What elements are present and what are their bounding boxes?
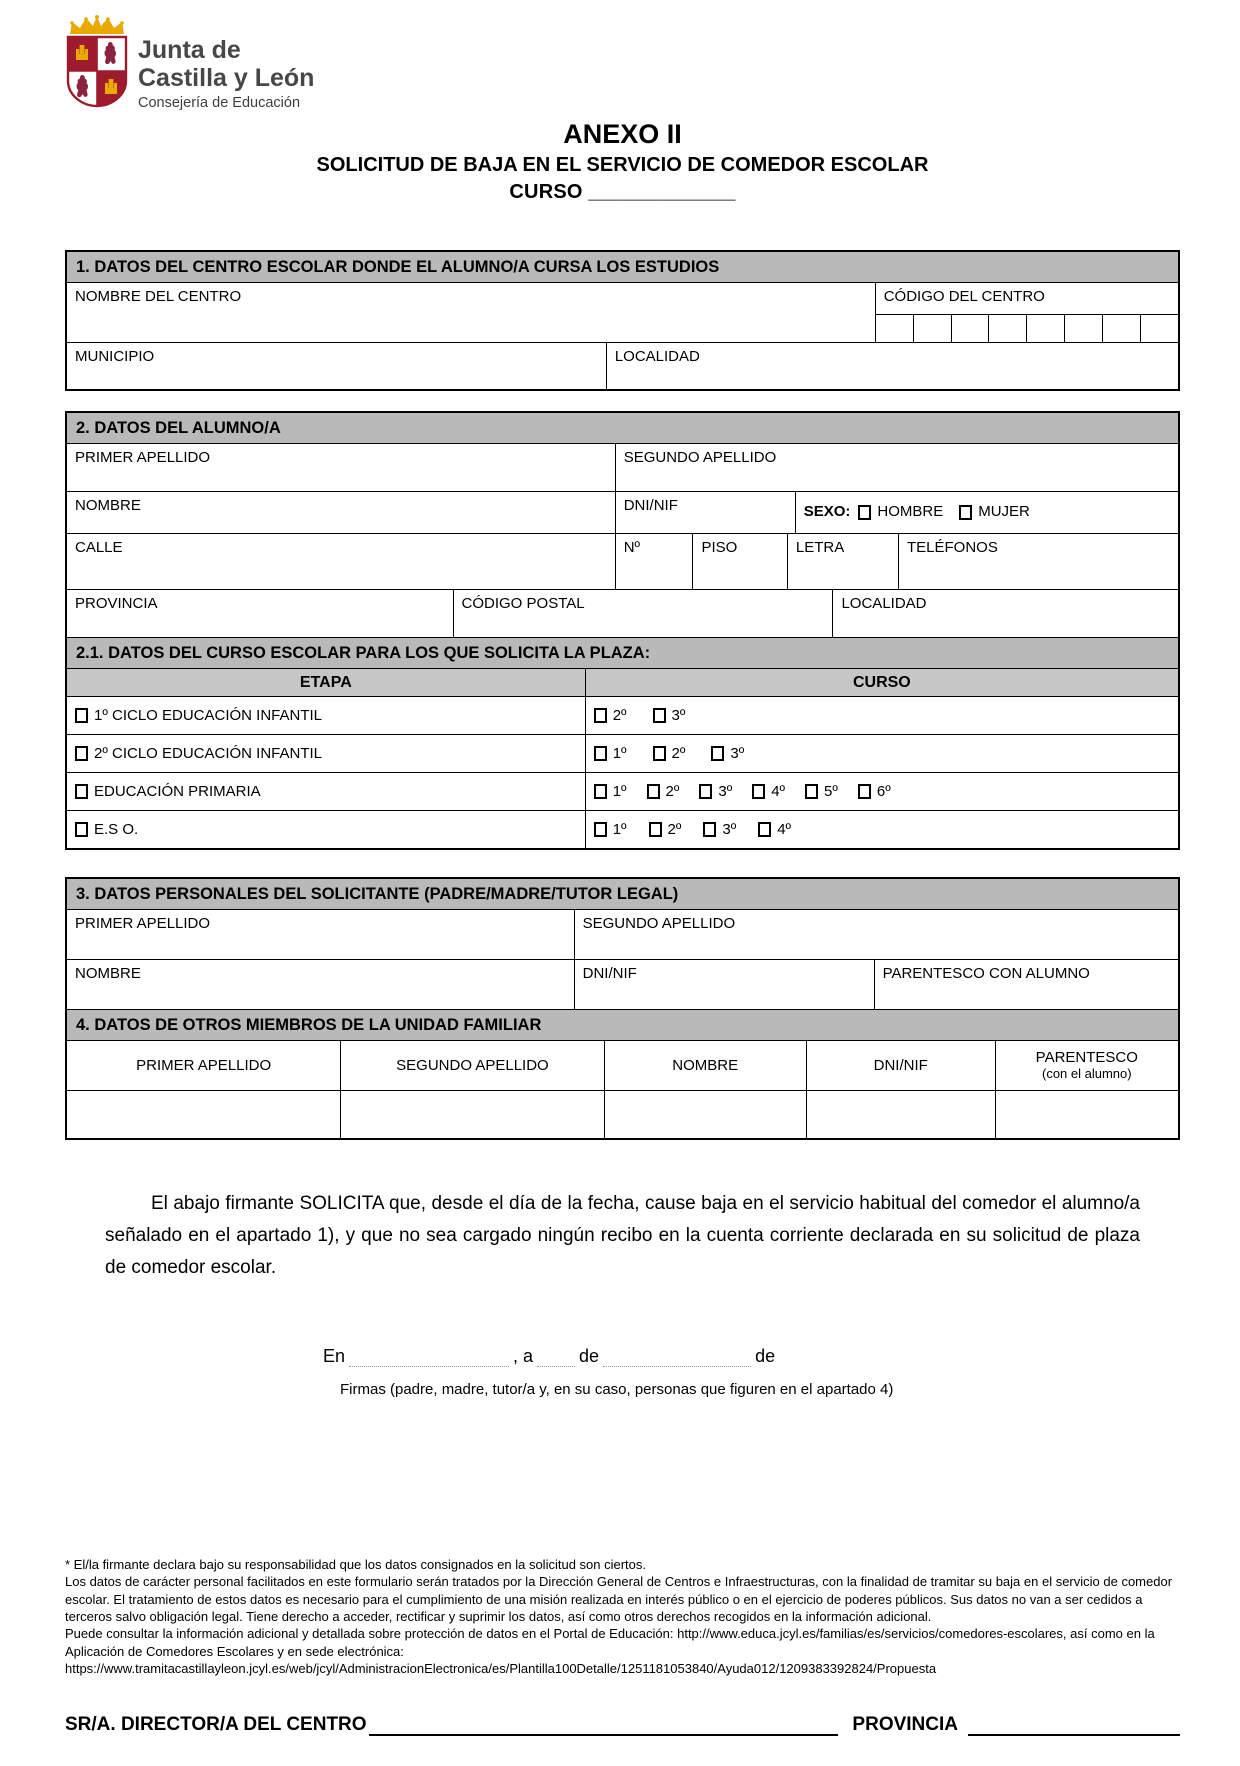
label-parentesco: PARENTESCO CON ALUMNO (882, 965, 1090, 983)
provincia-blank[interactable] (968, 1714, 1180, 1736)
curso-options-cell (585, 697, 1178, 734)
label-hombre: HOMBRE (877, 503, 944, 521)
curso-label: 2º (667, 820, 682, 838)
date-en-label: En (323, 1345, 346, 1366)
codigo-centro-box[interactable] (951, 315, 989, 342)
label-nombre: NOMBRE (75, 965, 141, 983)
section2-header: 2. DATOS DEL ALUMNO/A (67, 413, 1178, 443)
org-department: Consejería de Educación (138, 95, 301, 111)
checkbox-curso-2[interactable] (649, 822, 662, 837)
field-sexo (795, 492, 1178, 533)
section2-1-header: 2.1. DATOS DEL CURSO ESCOLAR PARA LOS QUE SOLICITA LA PLAZA: (67, 637, 1178, 668)
label-codigo-postal: CÓDIGO POSTAL (461, 594, 585, 612)
etapa-label: 1º CICLO EDUCACIÓN INFANTIL (94, 706, 323, 724)
checkbox-etapa-1ciclo-infantil[interactable] (75, 708, 88, 723)
checkbox-curso-1[interactable] (594, 784, 607, 799)
checkbox-curso-5[interactable] (805, 784, 818, 799)
page-subtitle: SOLICITUD DE BAJA EN EL SERVICIO DE COMEDOR ESCOLAR (316, 154, 929, 176)
field-nombre-del-centro[interactable] (67, 283, 875, 342)
checkbox-curso-4[interactable] (752, 784, 765, 799)
etapa-label: E.S O. (94, 820, 139, 838)
fine-print-note2: Los datos de carácter personal facilitados en este formulario serán tratados por la Dirección General de Centros e Infraestructuras, con la finalidad de tramitar su baja en el servicio de comedor escolar. El tratamiento de estos datos es necesario para el cumplimiento de una misión realizada en interés público o en el ejercicio de poderes públicos. Sus datos no van a ser cedidos a terceros salvo obligación legal. Tiene derecho a acceder, rectificar y suprimir los datos, así como otros derechos recogidos en la información adicional. (65, 1574, 1173, 1624)
codigo-centro-box[interactable] (1140, 315, 1178, 342)
codigo-centro-box[interactable] (988, 315, 1026, 342)
checkbox-curso-3[interactable] (699, 784, 712, 799)
etapa-cell (67, 697, 585, 734)
label-piso: PISO (701, 538, 738, 556)
curso-label: 3º (730, 744, 745, 762)
field-numero[interactable] (615, 534, 693, 589)
junta-logo (65, 15, 1180, 115)
field-localidad-alumno[interactable] (832, 590, 1178, 637)
label-primer-apellido: PRIMER APELLIDO (75, 448, 211, 466)
page-title: ANEXO II (563, 119, 682, 149)
curso-blank-line: CURSO _____________ (509, 181, 736, 203)
curso-label: 3º (718, 782, 733, 800)
section4-header: 4. DATOS DE OTROS MIEMBROS DE LA UNIDAD FAMILIAR (67, 1009, 1178, 1040)
label-localidad: LOCALIDAD (841, 594, 927, 612)
date-day-blank[interactable] (537, 1366, 575, 1367)
date-de1-label: de (579, 1345, 600, 1366)
field-telefonos[interactable] (898, 534, 1178, 589)
section4-data-row (67, 1090, 1178, 1138)
label-nombre: NOMBRE (75, 496, 141, 514)
curso-label: 3º (671, 706, 686, 724)
label-nombre-del-centro: NOMBRE DEL CENTRO (75, 287, 242, 305)
curso-label: 5º (824, 782, 838, 800)
etapa-row-primaria (67, 772, 1178, 810)
label-dni: DNI/NIF (582, 965, 637, 983)
checkbox-curso-1[interactable] (594, 822, 607, 837)
label-dni: DNI/NIF (623, 496, 678, 514)
etapa-label: 2º CICLO EDUCACIÓN INFANTIL (94, 744, 323, 762)
member-parentesco-cell[interactable] (995, 1091, 1178, 1138)
field-parentesco-solicitante[interactable] (874, 960, 1178, 1009)
field-codigo-del-centro (875, 283, 1178, 342)
curso-options-cell (585, 773, 1178, 810)
etapa-row-1ciclo-infantil (67, 696, 1178, 734)
parentesco-line2: (con el alumno) (1041, 1066, 1132, 1082)
member-primer-apellido-cell[interactable] (67, 1091, 340, 1138)
curso-label: 4º (777, 820, 792, 838)
firmas-caption: Firmas (padre, madre, tutor/a y, en su caso, personas que figuren en el apartado 4) (340, 1380, 894, 1398)
etapa-cell (67, 811, 585, 848)
checkbox-curso-6[interactable] (858, 784, 871, 799)
etapa-row-eso (67, 810, 1178, 848)
section2-table (65, 411, 1180, 850)
column-header-curso: CURSO (585, 669, 1178, 696)
column-header-nombre: NOMBRE (604, 1041, 806, 1090)
fine-print-note3: Puede consultar la información adicional y detallada sobre protección de datos en el Portal de Educación: http://www.educa.jcyl.es/familias/es/servicios/comedores-escolares, así como en la Aplicación de Comedores Escolares y en sede electrónica: (65, 1626, 1155, 1659)
date-line (323, 1346, 1180, 1367)
checkbox-etapa-primaria[interactable] (75, 784, 88, 799)
director-label: SR/A. DIRECTOR/A DEL CENTRO (65, 1713, 367, 1735)
legal-fine-print (65, 1556, 1180, 1678)
checkbox-curso-2[interactable] (647, 784, 660, 799)
section1-header: 1. DATOS DEL CENTRO ESCOLAR DONDE EL ALUMNO/A CURSA LOS ESTUDIOS (67, 252, 1178, 282)
curso-label: 1º (612, 744, 627, 762)
field-nombre-alumno[interactable] (67, 492, 615, 533)
label-numero: Nº (623, 538, 641, 556)
curso-options-cell (585, 735, 1178, 772)
codigo-centro-box[interactable] (876, 315, 913, 342)
column-header-primer-apellido: PRIMER APELLIDO (136, 1056, 272, 1074)
label-calle: CALLE (75, 538, 123, 556)
curso-label: 3º (722, 820, 737, 838)
label-municipio: MUNICIPIO (75, 347, 155, 365)
etapa-row-2ciclo-infantil (67, 734, 1178, 772)
title-block (65, 119, 1180, 204)
checkbox-curso-3[interactable] (711, 746, 724, 761)
field-piso[interactable] (692, 534, 786, 589)
codigo-centro-boxes (876, 314, 1178, 342)
curso-label: 2º (612, 706, 627, 724)
member-segundo-apellido-cell[interactable] (340, 1091, 603, 1138)
fine-print-note1: * El/la firmante declara bajo su responsabilidad que los datos consignados en la solicitud son ciertos. (65, 1556, 647, 1572)
label-provincia: PROVINCIA (75, 594, 158, 612)
label-codigo-del-centro: CÓDIGO DEL CENTRO (883, 287, 1045, 305)
field-codigo-postal[interactable] (453, 590, 833, 637)
column-header-parentesco (995, 1041, 1178, 1090)
checkbox-curso-1[interactable] (594, 746, 607, 761)
curso-label: 2º (665, 782, 680, 800)
checkbox-curso-2[interactable] (653, 746, 666, 761)
field-letra[interactable] (787, 534, 898, 589)
column-header-etapa: ETAPA (299, 673, 352, 691)
column-header-dni: DNI/NIF (806, 1041, 995, 1090)
checkbox-etapa-2ciclo-infantil[interactable] (75, 746, 88, 761)
etapa-cell (67, 773, 585, 810)
checkbox-curso-3[interactable] (653, 708, 666, 723)
etapa-label: EDUCACIÓN PRIMARIA (94, 782, 261, 800)
label-primer-apellido: PRIMER APELLIDO (75, 915, 211, 933)
curso-label: 1º (612, 820, 627, 838)
field-nombre-solicitante[interactable] (67, 960, 574, 1009)
checkbox-etapa-eso[interactable] (75, 822, 88, 837)
date-month-blank[interactable] (603, 1366, 751, 1367)
codigo-centro-box[interactable] (1026, 315, 1064, 342)
parentesco-line1: PARENTESCO (1035, 1049, 1138, 1067)
section3-table (65, 877, 1180, 1140)
label-mujer: MUJER (978, 503, 1030, 521)
label-letra: LETRA (795, 538, 845, 556)
section1-table (65, 250, 1180, 391)
curso-options-cell (585, 811, 1178, 848)
coat-of-arms-icon (65, 15, 129, 109)
date-place-blank[interactable] (349, 1366, 509, 1367)
member-nombre-cell[interactable] (604, 1091, 806, 1138)
field-segundo-apellido-solicitante[interactable] (574, 910, 1178, 959)
codigo-centro-box[interactable] (913, 315, 951, 342)
field-provincia-alumno[interactable] (67, 590, 453, 637)
label-localidad: LOCALIDAD (614, 347, 700, 365)
checkbox-curso-4[interactable] (758, 822, 771, 837)
field-dni-solicitante[interactable] (574, 960, 874, 1009)
field-municipio[interactable] (67, 343, 606, 389)
checkbox-sexo-hombre[interactable] (858, 505, 871, 520)
field-localidad-centro[interactable] (606, 343, 1178, 389)
curso-label: 1º (612, 782, 627, 800)
director-line (65, 1714, 1180, 1736)
etapa-curso-header-row (67, 668, 1178, 696)
org-name-line1: Junta de (138, 36, 241, 64)
declaration-paragraph: El abajo firmante SOLICITA que, desde el día de la fecha, cause baja en el servicio habitual del comedor el alumno/a señalado en el apartado 1), y que no sea cargado ningún recibo en la cuenta corriente declarada en su solicitud de plaza de comedor escolar. (105, 1193, 1140, 1278)
label-segundo-apellido: SEGUNDO APELLIDO (623, 448, 777, 466)
org-name-line2: Castilla y León (138, 63, 315, 92)
section3-header: 3. DATOS PERSONALES DEL SOLICITANTE (PADRE/MADRE/TUTOR LEGAL) (67, 879, 1178, 909)
provincia-label: PROVINCIA (852, 1713, 958, 1735)
fine-print-url: https://www.tramitacastillayleon.jcyl.es/web/jcyl/AdministracionElectronica/es/Plantilla100Detalle/1251181053840/Ayuda012/1209383392824/Propuesta (65, 1661, 937, 1677)
field-dni-alumno[interactable] (615, 492, 795, 533)
column-header-segundo-apellido: SEGUNDO APELLIDO (340, 1041, 603, 1090)
curso-label: 4º (771, 782, 786, 800)
date-a-label: , a (513, 1345, 534, 1366)
label-telefonos: TELÉFONOS (907, 538, 998, 556)
curso-label: 6º (876, 782, 891, 800)
checkbox-sexo-mujer[interactable] (959, 505, 972, 520)
member-dni-cell[interactable] (806, 1091, 995, 1138)
label-segundo-apellido: SEGUNDO APELLIDO (582, 915, 736, 933)
field-primer-apellido-solicitante[interactable] (67, 910, 574, 959)
etapa-cell (67, 735, 585, 772)
field-calle[interactable] (67, 534, 615, 589)
section4-column-header-row (67, 1040, 1178, 1090)
date-de2-label: de (755, 1345, 776, 1366)
checkbox-curso-2[interactable] (594, 708, 607, 723)
label-sexo: SEXO: (803, 503, 851, 521)
codigo-centro-box[interactable] (1102, 315, 1140, 342)
field-primer-apellido-alumno[interactable] (67, 444, 615, 491)
director-name-blank[interactable] (369, 1714, 839, 1736)
checkbox-curso-3[interactable] (703, 822, 716, 837)
curso-label: 2º (671, 744, 686, 762)
codigo-centro-box[interactable] (1064, 315, 1102, 342)
field-segundo-apellido-alumno[interactable] (615, 444, 1178, 491)
